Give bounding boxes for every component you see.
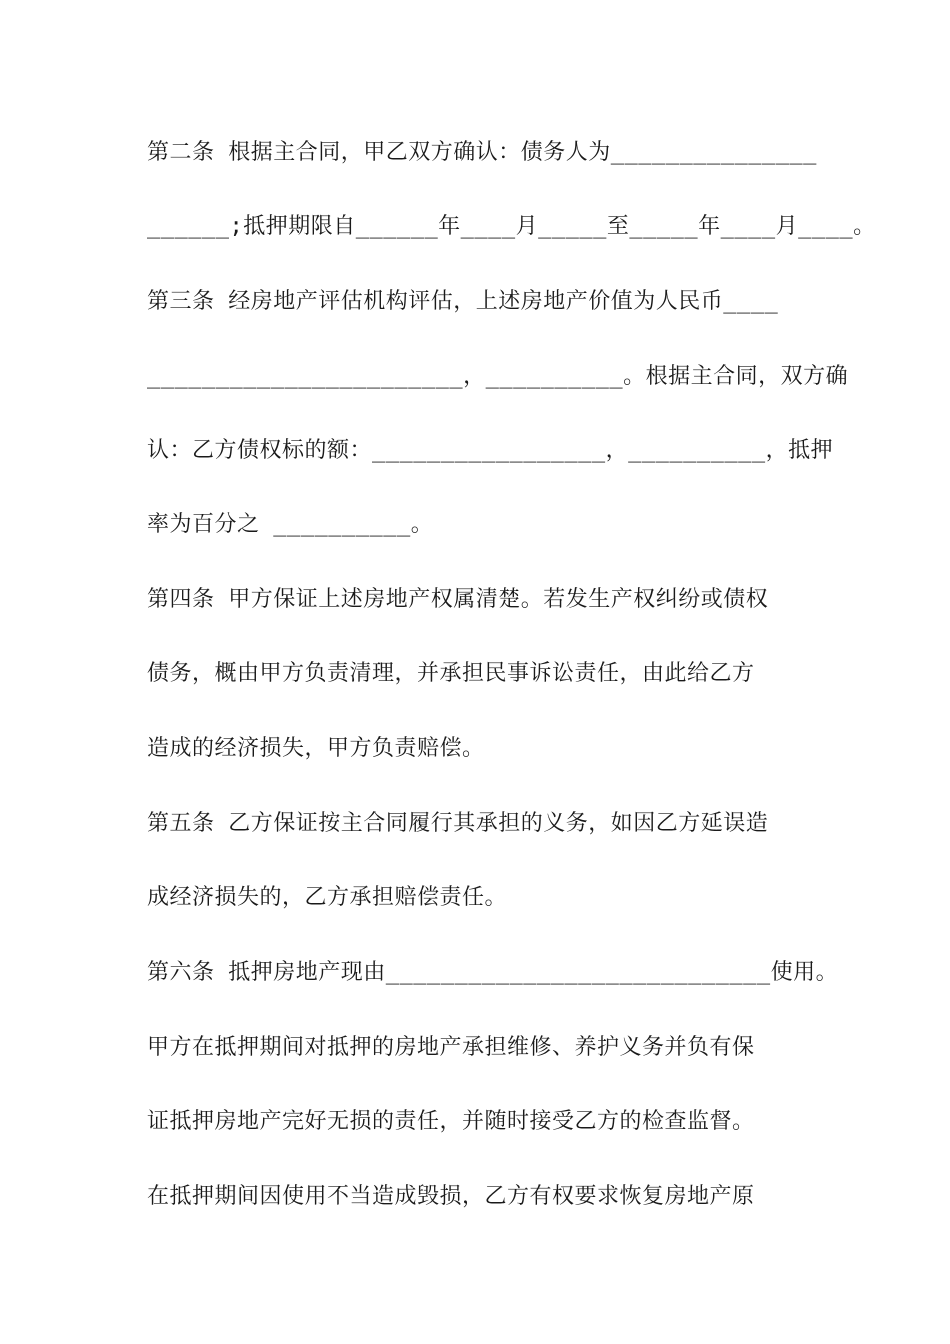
clause-6-line-2: 甲方在抵押期间对抵押的房地产承担维修、养护义务并负有保 xyxy=(147,1035,755,1060)
clause-4-line-2: 债务，概由甲方负责清理，并承担民事诉讼责任，由此给乙方 xyxy=(147,661,755,686)
clause-4-line-1: 第四条 甲方保证上述房地产权属清楚。若发生产权纠纷或债权 xyxy=(147,587,769,612)
clause-3-line-4: 率为百分之 __________。 xyxy=(147,512,434,537)
clause-3-line-1: 第三条 经房地产评估机构评估，上述房地产价值为人民币____ xyxy=(147,289,779,314)
clause-4-line-3: 造成的经济损失，甲方负责赔偿。 xyxy=(147,736,485,761)
clause-3-line-3: 认：乙方债权标的额：_________________，__________，抵押 xyxy=(147,438,834,463)
clause-5-line-1: 第五条 乙方保证按主合同履行其承担的义务，如因乙方延误造 xyxy=(147,811,769,836)
clause-6-line-3: 证抵押房地产完好无损的责任，并随时接受乙方的检查监督。 xyxy=(147,1109,755,1134)
clause-6-line-4: 在抵押期间因使用不当造成毁损，乙方有权要求恢复房地产原 xyxy=(147,1184,755,1209)
clause-5-line-2: 成经济损失的，乙方承担赔偿责任。 xyxy=(147,885,508,910)
clause-2-line-1: 第二条 根据主合同，甲乙双方确认：债务人为_______________ xyxy=(147,140,817,165)
clause-2-line-2: ______;抵押期限自______年____月_____至_____年____月____。 xyxy=(147,214,876,239)
clause-3-line-2: _______________________，__________。根据主合同，双方确 xyxy=(147,364,849,389)
clause-6-line-1: 第六条 抵押房地产现由____________________________使用。 xyxy=(147,960,839,985)
